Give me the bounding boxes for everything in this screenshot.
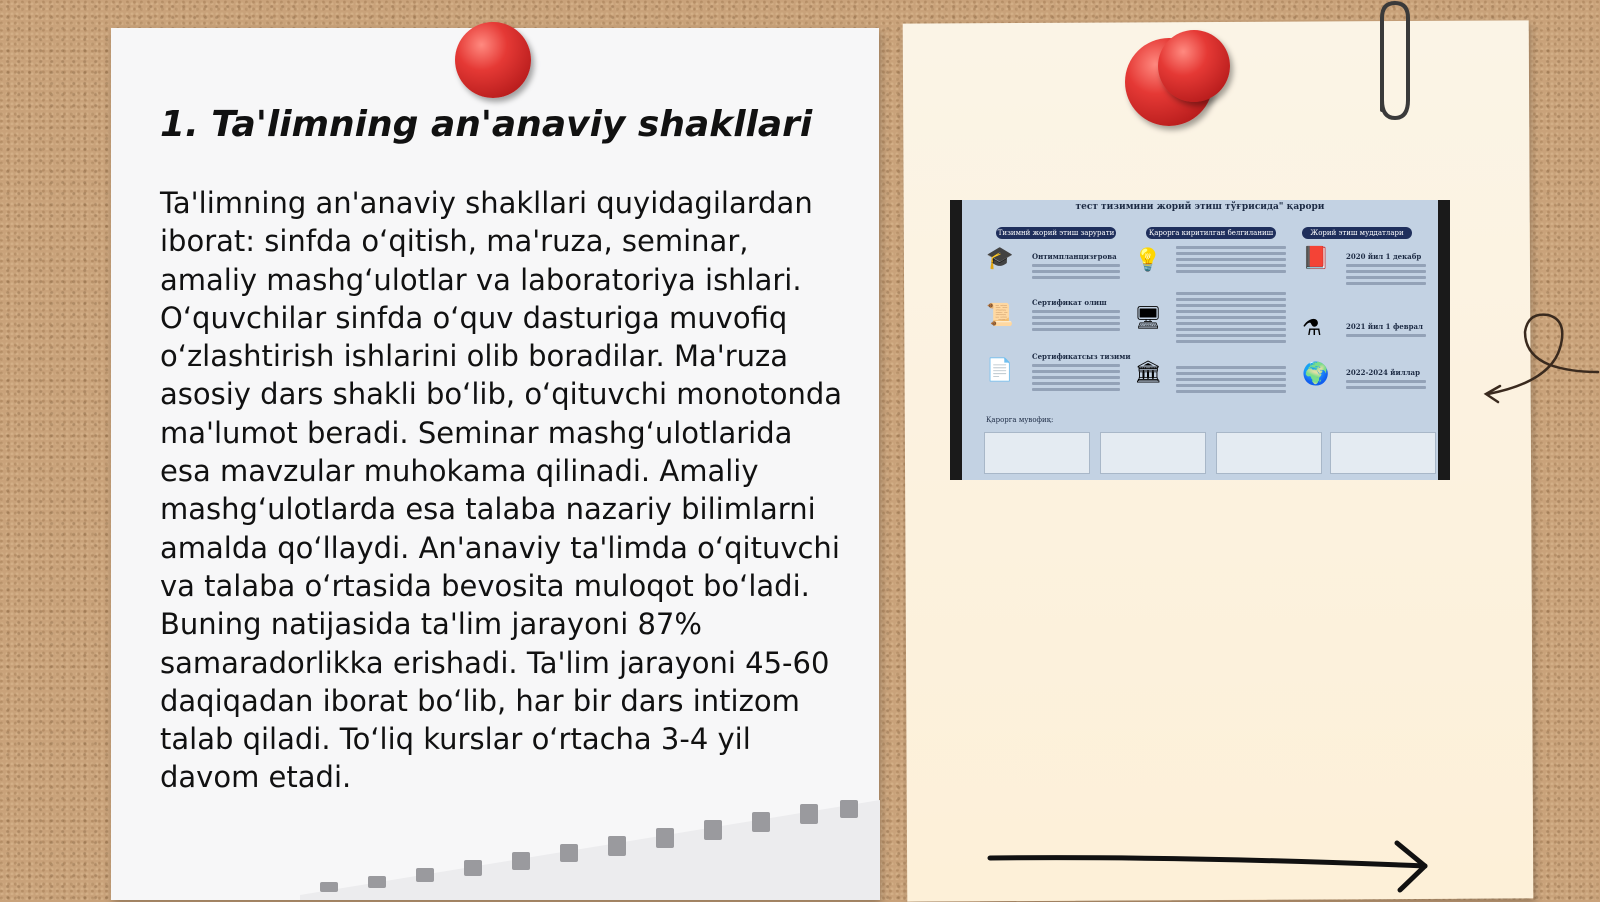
- infographic-text-block: [1032, 264, 1120, 282]
- infographic-bottom-label: Қарорга мувофиқ:: [986, 416, 1054, 424]
- infographic-text-block: [1346, 264, 1426, 288]
- infographic-right-label-3: 2022-2024 йиллар: [1346, 368, 1420, 377]
- flask-icon: ⚗: [1302, 316, 1322, 341]
- infographic-left-label-3: Сертификатсыз тизими: [1032, 352, 1131, 361]
- infographic-text-block: [1346, 334, 1426, 340]
- paperclip-icon: [1370, 0, 1420, 125]
- infographic-left-label-1: Онтимпланцизғрова: [1032, 252, 1117, 261]
- infographic-text-block: [1176, 292, 1286, 346]
- globe-icon: 🌍: [1302, 362, 1330, 387]
- graduate-icon: 🎓: [986, 246, 1014, 271]
- slide-title: 1. Ta'limning an'anaviy shakllari: [160, 104, 813, 145]
- red-pushpin-left: [455, 22, 531, 98]
- embedded-infographic-image: [950, 200, 1450, 480]
- infographic-card-1: [984, 432, 1090, 474]
- infographic-text-block: [1346, 380, 1426, 392]
- infographic-right-label-1: 2020 йил 1 декабр: [1346, 252, 1422, 261]
- red-pushpin-right-front: [1158, 30, 1230, 102]
- squiggle-arrow-icon: [1480, 310, 1600, 410]
- infographic-tab-1: Тизимнй жорий этиш зарурати: [997, 229, 1115, 237]
- infographic-left-label-2: Сертификат олиш: [1032, 298, 1107, 307]
- infographic-text-block: [1032, 364, 1120, 394]
- right-arrow-icon: [985, 838, 1445, 898]
- bank-icon: 🏛: [1134, 360, 1162, 385]
- torn-paper-edge: [300, 800, 880, 900]
- infographic-card-3: [1216, 432, 1322, 474]
- infographic-text-block: [1176, 366, 1286, 396]
- infographic-tab-2: Қарорга киритилган белгиланиш: [1146, 227, 1276, 239]
- infographic-title: тест тизимини жорий этиш тўғрисида" қарори: [1075, 202, 1325, 212]
- document-icon: 📄: [986, 358, 1014, 383]
- monitor-icon: 🖥: [1134, 306, 1162, 331]
- infographic-right-label-2: 2021 йил 1 феврал: [1346, 322, 1423, 331]
- slide-paragraph: Ta'limning an'anaviy shakllari quyidagilardan iborat: sinfda o‘qitish, ma'ruza, seminar, amaliy mashg‘ulotlar va laboratoriya ishlari. O‘quvchilar sinfda o‘quv dasturiga muvofiq o‘zlashtirish ishlarini olib boradilar. Ma'ruza asosiy dars shakli bo‘lib, o‘qituvchi monotonda ma'lumot beradi. Seminar mashg‘ulotlarida esa mavzular muhokama qilinadi. Amaliy mashg‘ulotlarda esa talaba nazariy bilimlarni amalda qo‘llaydi. An'anaviy ta'limda o‘qituvchi va talaba o‘rtasida bevosita muloqot bo‘ladi. Buning natijasida ta'lim jarayoni 87% samaradorlikka erishadi. Ta'lim jarayoni 45-60 daqiqadan iborat bo‘lib, har bir dars intizom talab qiladi. To‘liq kurslar o‘rtacha 3-4 yil davom etadi.: [160, 186, 843, 795]
- certificate-icon: 📜: [986, 303, 1014, 328]
- infographic-tab-3: Жорий этиш муддатлари: [1302, 227, 1412, 239]
- infographic-card-4: [1330, 432, 1436, 474]
- infographic-card-2: [1100, 432, 1206, 474]
- infographic-text-block: [1032, 310, 1120, 334]
- lightbulb-icon: 💡: [1134, 248, 1162, 273]
- books-icon: 📕: [1302, 246, 1330, 271]
- infographic-text-block: [1176, 246, 1286, 276]
